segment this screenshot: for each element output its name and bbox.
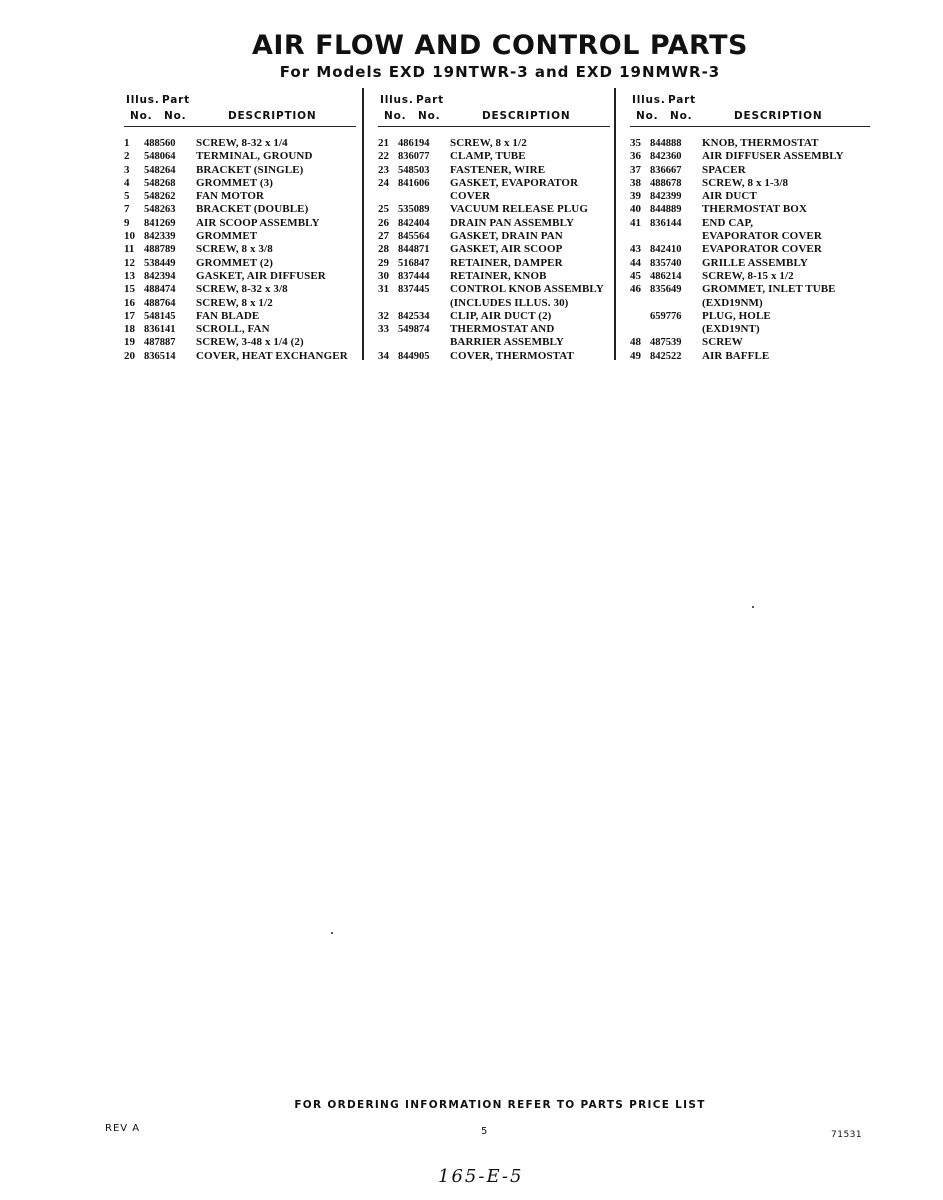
header-illus: Illus. — [380, 94, 414, 106]
illus-number: 26 — [378, 216, 389, 229]
part-number: 486214 — [650, 270, 682, 282]
revision-label: REV A — [105, 1123, 141, 1134]
part-description: TERMINAL, GROUND — [196, 150, 313, 163]
parts-row — [630, 270, 870, 283]
part-description: DRAIN PAN ASSEMBLY — [450, 216, 575, 229]
part-description: THERMOSTAT AND — [450, 323, 555, 336]
part-number: 836667 — [650, 164, 682, 176]
part-description: GROMMET — [196, 230, 258, 243]
parts-row — [124, 137, 356, 150]
illus-number: 37 — [630, 163, 641, 176]
part-number: 487887 — [144, 337, 176, 349]
part-description: SCREW — [702, 336, 743, 349]
illus-number: 19 — [124, 336, 135, 349]
column-divider — [362, 88, 364, 360]
column-divider — [614, 88, 616, 360]
part-description: SCREW, 8 x 1-3/8 — [702, 176, 789, 189]
illus-number: 18 — [124, 323, 135, 336]
parts-row — [378, 137, 610, 150]
part-description: GROMMET (2) — [196, 256, 273, 269]
parts-row — [378, 336, 610, 349]
part-number: 548503 — [398, 164, 430, 176]
illus-number: 44 — [630, 256, 641, 269]
parts-row — [124, 203, 356, 216]
parts-row — [124, 257, 356, 270]
part-number: 548262 — [144, 191, 176, 203]
part-number: 842404 — [398, 217, 430, 229]
parts-row — [630, 217, 870, 230]
parts-row — [124, 350, 356, 363]
part-number: 842522 — [650, 350, 682, 362]
illus-number: 20 — [124, 349, 135, 362]
parts-row — [630, 177, 870, 190]
illus-number: 35 — [630, 137, 641, 149]
illus-number: 10 — [124, 230, 135, 243]
illus-number: 34 — [378, 349, 389, 362]
illus-number: 1 — [124, 137, 130, 149]
part-number: 842360 — [650, 151, 682, 163]
column-header — [378, 92, 610, 127]
header-part-no: No. — [670, 110, 693, 122]
parts-row — [124, 190, 356, 203]
parts-row — [630, 230, 870, 243]
part-description: VACUUM RELEASE PLUG — [450, 203, 588, 216]
parts-row — [630, 257, 870, 270]
part-description: KNOB, THERMOSTAT — [702, 137, 819, 149]
illus-number — [378, 190, 398, 203]
parts-row — [378, 164, 610, 177]
part-number: 659776 — [650, 310, 682, 322]
illus-number: 31 — [378, 283, 389, 296]
part-description: AIR DUCT — [702, 190, 757, 203]
part-number: 837444 — [398, 270, 430, 282]
part-number: 844871 — [398, 244, 430, 256]
part-number: 516847 — [398, 257, 430, 269]
parts-row — [630, 150, 870, 163]
illus-number: 32 — [378, 309, 389, 322]
part-description: SCROLL, FAN — [196, 323, 270, 336]
part-description: (INCLUDES ILLUS. 30) — [450, 296, 569, 309]
part-description: GASKET, AIR DIFFUSER — [196, 269, 326, 282]
part-description: CLAMP, TUBE — [450, 150, 526, 163]
part-description: GASKET, AIR SCOOP — [450, 243, 563, 256]
part-description: SCREW, 8-32 x 3/8 — [196, 283, 288, 296]
illus-number: 46 — [630, 283, 641, 296]
column-header — [124, 92, 356, 127]
header-illus-no: No. — [636, 110, 659, 122]
header-part-no: No. — [164, 110, 187, 122]
part-number: 836141 — [144, 324, 176, 336]
scan-speck — [752, 606, 754, 608]
illus-number: 17 — [124, 309, 135, 322]
parts-row — [378, 190, 610, 203]
parts-row — [630, 190, 870, 203]
parts-row — [630, 350, 870, 363]
illus-number: 29 — [378, 256, 389, 269]
illus-number — [378, 297, 398, 310]
part-number: 488560 — [144, 138, 176, 149]
illus-number: 12 — [124, 256, 135, 269]
parts-row — [378, 283, 610, 296]
illus-number: 3 — [124, 163, 130, 176]
part-description: SPACER — [702, 163, 746, 176]
parts-row — [378, 150, 610, 163]
illus-number: 4 — [124, 176, 130, 189]
part-description: COVER, HEAT EXCHANGER — [196, 349, 348, 362]
parts-row — [378, 257, 610, 270]
parts-row — [378, 310, 610, 323]
part-number: 836514 — [144, 350, 176, 362]
part-description: FASTENER, WIRE — [450, 163, 546, 176]
part-description: GRILLE ASSEMBLY — [702, 256, 808, 269]
handwritten-note: 165-E-5 — [438, 1166, 524, 1187]
illus-number: 9 — [124, 216, 130, 229]
parts-row — [630, 297, 870, 310]
illus-number: 11 — [124, 243, 135, 256]
part-description: (EXD19NT) — [702, 323, 760, 336]
header-part: Part — [668, 94, 696, 106]
part-number: 487539 — [650, 337, 682, 349]
page-title: AIR FLOW AND CONTROL PARTS — [251, 30, 749, 61]
illus-number: 49 — [630, 349, 641, 362]
parts-row — [378, 350, 610, 363]
part-description: (EXD19NM) — [702, 296, 763, 309]
illus-number: 23 — [378, 163, 389, 176]
illus-number: 2 — [124, 150, 130, 163]
part-number: 488764 — [144, 297, 176, 309]
parts-row — [124, 297, 356, 310]
part-description: END CAP, — [702, 216, 754, 229]
part-number: 549874 — [398, 324, 430, 336]
illus-number: 27 — [378, 230, 389, 243]
part-number: 845564 — [398, 231, 430, 243]
parts-row — [124, 177, 356, 190]
illus-number: 45 — [630, 269, 641, 282]
parts-row — [378, 230, 610, 243]
part-number: 488678 — [650, 177, 682, 189]
illus-number: 38 — [630, 176, 641, 189]
parts-list — [124, 137, 356, 363]
parts-row — [124, 230, 356, 243]
part-description: RETAINER, KNOB — [450, 269, 547, 282]
part-description: BRACKET (DOUBLE) — [196, 203, 309, 216]
part-description: EVAPORATOR COVER — [702, 230, 822, 243]
ordering-note: FOR ORDERING INFORMATION REFER TO PARTS PRICE LIST — [294, 1099, 706, 1111]
part-description: PLUG, HOLE — [702, 309, 771, 322]
part-description: SCREW, 8 x 1/2 — [450, 137, 527, 149]
illus-number — [630, 323, 650, 336]
parts-row — [378, 217, 610, 230]
part-number: 538449 — [144, 257, 176, 269]
illus-number: 39 — [630, 190, 641, 203]
part-number: 548268 — [144, 177, 176, 189]
part-number: 844889 — [650, 204, 682, 216]
parts-list — [378, 137, 610, 363]
illus-number: 21 — [378, 137, 389, 149]
illus-number: 33 — [378, 323, 389, 336]
page-number: 5 — [481, 1126, 488, 1137]
illus-number: 13 — [124, 269, 135, 282]
part-description: AIR BAFFLE — [702, 349, 770, 362]
header-illus-no: No. — [130, 110, 153, 122]
illus-number: 41 — [630, 216, 641, 229]
part-description: SCREW, 8-15 x 1/2 — [702, 269, 794, 282]
part-number — [398, 297, 450, 310]
part-number: 842399 — [650, 191, 682, 203]
part-number: 488789 — [144, 244, 176, 256]
part-description: CONTROL KNOB ASSEMBLY — [450, 283, 604, 296]
parts-row — [378, 297, 610, 310]
part-number: 841606 — [398, 177, 430, 189]
part-number — [398, 190, 450, 203]
illus-number: 28 — [378, 243, 389, 256]
parts-row — [124, 243, 356, 256]
part-description: AIR SCOOP ASSEMBLY — [196, 216, 320, 229]
illus-number: 7 — [124, 203, 130, 216]
part-description: THERMOSTAT BOX — [702, 203, 808, 216]
part-description: SCREW, 8-32 x 1/4 — [196, 137, 288, 149]
illus-number: 48 — [630, 336, 641, 349]
illus-number: 25 — [378, 203, 389, 216]
illus-number — [630, 310, 650, 323]
parts-row — [124, 270, 356, 283]
part-number: 841269 — [144, 217, 176, 229]
part-description: GROMMET, INLET TUBE — [702, 283, 836, 296]
parts-row — [378, 270, 610, 283]
header-description: DESCRIPTION — [228, 110, 317, 122]
part-number: 842394 — [144, 270, 176, 282]
parts-row — [124, 217, 356, 230]
part-number: 836077 — [398, 151, 430, 163]
parts-row — [630, 137, 870, 150]
illus-number: 30 — [378, 269, 389, 282]
parts-row — [378, 243, 610, 256]
part-description: FAN BLADE — [196, 309, 260, 322]
part-number: 835740 — [650, 257, 682, 269]
parts-row — [630, 164, 870, 177]
illus-number: 43 — [630, 243, 641, 256]
part-description: RETAINER, DAMPER — [450, 256, 563, 269]
parts-row — [378, 203, 610, 216]
parts-row — [124, 323, 356, 336]
parts-row — [378, 323, 610, 336]
header-description: DESCRIPTION — [482, 110, 571, 122]
part-number: 842410 — [650, 244, 682, 256]
part-description: BRACKET (SINGLE) — [196, 163, 304, 176]
parts-row — [630, 243, 870, 256]
part-description: COVER, THERMOSTAT — [450, 349, 574, 362]
header-part: Part — [162, 94, 190, 106]
parts-list — [630, 137, 870, 363]
illus-number — [630, 230, 650, 243]
part-description: SCREW, 8 x 1/2 — [196, 296, 273, 309]
header-illus-no: No. — [384, 110, 407, 122]
column-header — [630, 92, 870, 127]
part-description: FAN MOTOR — [196, 190, 265, 203]
parts-row — [630, 310, 870, 323]
part-description: SCREW, 3-48 x 1/4 (2) — [196, 336, 304, 349]
parts-row — [124, 164, 356, 177]
header-description: DESCRIPTION — [734, 110, 823, 122]
parts-row — [378, 177, 610, 190]
part-number: 844905 — [398, 350, 430, 362]
parts-row — [124, 283, 356, 296]
illus-number: 40 — [630, 203, 641, 216]
illus-number: 16 — [124, 296, 135, 309]
part-number: 548064 — [144, 151, 176, 163]
part-description: SCREW, 8 x 3/8 — [196, 243, 273, 256]
part-number — [650, 297, 702, 310]
part-number — [650, 323, 702, 336]
document-code: 71531 — [831, 1130, 863, 1140]
parts-row — [124, 336, 356, 349]
part-description: EVAPORATOR COVER — [702, 243, 822, 256]
header-illus: Illus. — [632, 94, 666, 106]
parts-row — [630, 323, 870, 336]
parts-column-1 — [124, 92, 356, 363]
scan-speck — [331, 932, 333, 934]
illus-number — [630, 297, 650, 310]
part-number — [398, 336, 450, 349]
header-part-no: No. — [418, 110, 441, 122]
parts-row — [124, 150, 356, 163]
parts-column-2 — [378, 92, 610, 363]
part-description: AIR DIFFUSER ASSEMBLY — [702, 150, 844, 163]
illus-number: 15 — [124, 283, 135, 296]
parts-row — [630, 203, 870, 216]
illus-number: 5 — [124, 190, 130, 203]
parts-row — [124, 310, 356, 323]
part-number: 835649 — [650, 284, 682, 296]
illus-number — [378, 336, 398, 349]
part-description: GASKET, DRAIN PAN — [450, 230, 563, 243]
part-number: 486194 — [398, 138, 430, 149]
page-subtitle: For Models EXD 19NTWR-3 and EXD 19NMWR-3 — [279, 63, 721, 81]
part-number: 488474 — [144, 284, 176, 296]
part-number: 842339 — [144, 231, 176, 243]
part-number: 548264 — [144, 164, 176, 176]
part-number: 836144 — [650, 217, 682, 229]
part-description: GASKET, EVAPORATOR — [450, 176, 579, 189]
part-number: 548145 — [144, 310, 176, 322]
illus-number: 36 — [630, 150, 641, 163]
part-description: GROMMET (3) — [196, 176, 273, 189]
parts-row — [630, 283, 870, 296]
part-number: 842534 — [398, 310, 430, 322]
part-number: 837445 — [398, 284, 430, 296]
part-number: 535089 — [398, 204, 430, 216]
part-number: 844888 — [650, 138, 682, 149]
part-number — [650, 230, 702, 243]
illus-number: 24 — [378, 176, 389, 189]
parts-row — [630, 336, 870, 349]
part-description: COVER — [450, 190, 491, 203]
header-part: Part — [416, 94, 444, 106]
header-illus: Illus. — [126, 94, 160, 106]
part-description: CLIP, AIR DUCT (2) — [450, 309, 552, 322]
illus-number: 22 — [378, 150, 389, 163]
parts-column-3 — [630, 92, 870, 363]
part-number: 548263 — [144, 204, 176, 216]
part-description: BARRIER ASSEMBLY — [450, 336, 564, 349]
